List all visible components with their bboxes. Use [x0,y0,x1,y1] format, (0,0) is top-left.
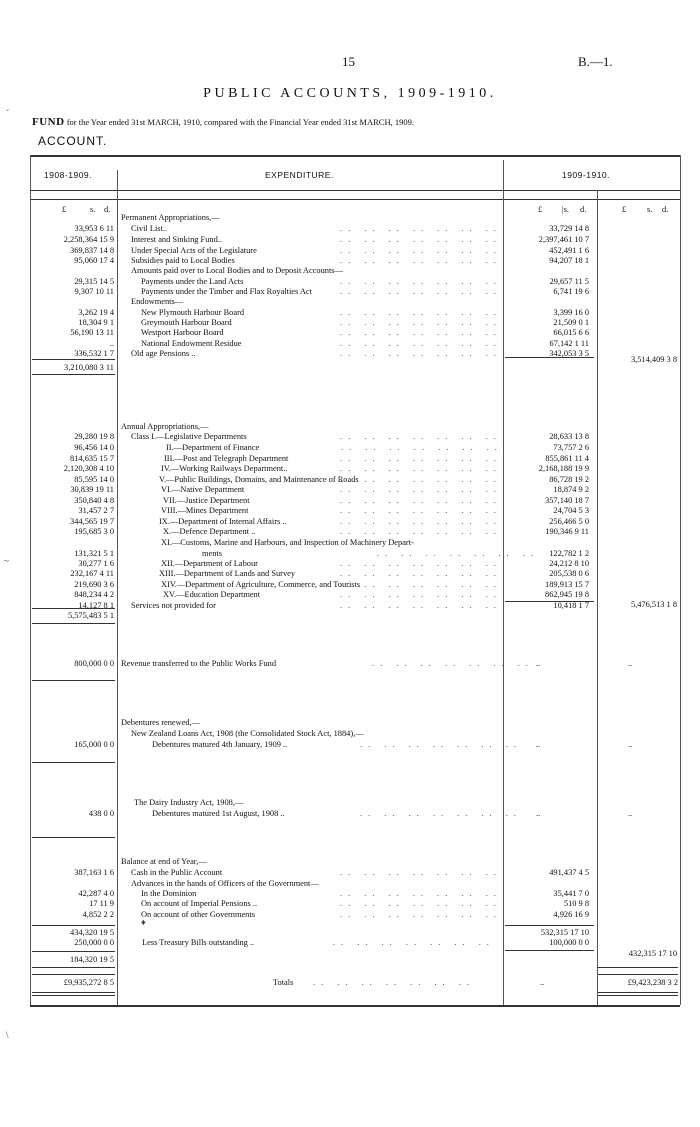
leader-dots: .. .. .. .. .. .. .. [313,978,475,987]
leader-dots: .. .. .. .. .. .. .. [340,868,502,877]
row-label: Civil List.. [131,224,168,233]
row-label: In the Dominion [141,889,197,898]
row-label: XV.—Education Department [163,590,261,599]
leader-dots: .. .. .. .. .. .. .. [360,809,522,818]
row-prev-amount: 848,234 4 2 [74,590,114,599]
leader-dots: .. .. .. .. .. .. .. [340,464,502,473]
leader-dots: .. .. .. .. .. .. .. [340,506,502,515]
annual-total-prev: 5,575,483 5 1 [67,611,114,620]
row-cur-amount: 21,509 0 1 [553,318,589,327]
row-cur-amount: 862,945 19 8 [545,590,589,599]
lsd-pence-total: d. [662,205,669,214]
row-prev-amount: 336,532 1 7 [74,349,114,358]
row-cur-amount: 24,212 8 10 [549,559,589,568]
row-label: On account of Imperial Pensions .. [141,899,258,908]
row-label: IX.—Department of Internal Affairs .. [159,517,287,526]
row-label: New Plymouth Harbour Board [141,308,245,317]
row-label: XIV.—Department of Agriculture, Commerce, and Tourists [161,580,361,589]
row-label: XI.—Customs, Marine and Harbours, and Inspection of Machinery Depart- [161,538,414,547]
leader-dots: .. .. .. .. .. .. .. [340,277,502,286]
row-prev-amount: 9,307 10 11 [74,287,114,296]
fund-word: FUND [32,116,65,128]
page-title: PUBLIC ACCOUNTS, 1909-1910. [203,86,497,101]
leader-dots: .. .. .. .. .. .. .. [377,549,539,558]
lsd-shilling-cur: |s. [562,205,570,214]
leader-dots: .. .. .. .. .. .. .. [340,580,502,589]
row-prev-amount: 14,127 8 1 [78,601,114,610]
bills-label: Less Treasury Bills outstanding .. [142,938,255,947]
row-prev-amount: 30,277 1 6 [78,559,114,568]
row-cur-amount: 855,861 11 4 [545,454,589,463]
row-label: Endowments— [131,297,184,306]
row-prev-amount: 350,840 4 8 [74,496,114,505]
revenue-total: .. [628,659,633,668]
row-cur-amount: 122,782 1 2 [549,549,589,558]
row-prev-amount: 195,685 3 0 [74,527,114,536]
row-label: Services not provided for [131,601,216,610]
row-cur-amount: 67,142 1 11 [549,339,589,348]
document-reference: B.—1. [578,54,613,69]
row-cur-amount: 2,397,461 10 7 [538,235,589,244]
revenue-cur: .. [536,659,541,668]
dairy-act: The Dairy Industry Act, 1908,— [134,798,244,807]
row-label: VIII.—Mines Department [161,506,249,515]
debentures-cur: .. [536,740,541,749]
debentures-prev: 165,000 0 0 [74,740,114,749]
leader-dots: .. .. .. .. .. .. .. [341,443,503,452]
row-cur-amount: 33,729 14 8 [549,224,589,233]
leader-dots: .. .. .. .. .. .. .. [340,454,502,463]
row-label: Permanent Appropriations,— [121,213,220,222]
row-cur-amount: 66,015 6 6 [553,328,589,337]
bills-cur: 100,000 0 0 [549,938,589,947]
row-prev-amount: 387,163 1 6 [74,868,114,877]
row-prev-amount: 33,953 6 11 [74,224,114,233]
leader-dots: .. .. .. .. .. .. .. [340,308,502,317]
row-prev-amount: .. [109,339,114,348]
row-prev-amount: 2,258,364 15 9 [63,235,114,244]
lsd-pence-prev: d. [104,205,111,214]
page-number: 15 [342,54,355,69]
margin-mark: \ [6,1030,9,1040]
row-label: ments [202,549,223,558]
leader-dots: .. .. .. .. .. .. .. [340,256,502,265]
row-cur-amount: 452,491 1 6 [549,246,589,255]
fund-description: for the Year ended 31st MARCH, 1910, compared with the Financial Year ended 31st MARCH, 1909. [66,117,414,127]
lsd-pence-cur: d. [580,205,587,214]
header-expenditure: EXPENDITURE. [265,170,334,180]
row-label: V.—Public Buildings, Domains, and Maintenance of Roads [159,475,359,484]
row-label: III.—Post and Telegraph Department [164,454,289,463]
row-prev-amount: 29,315 14 5 [74,277,114,286]
row-label: Cash in the Public Account [131,868,223,877]
row-prev-amount: 29,280 19 8 [74,432,114,441]
row-prev-amount: 3,262 19 4 [78,308,114,317]
row-cur-amount: 6,741 19 6 [553,287,589,296]
row-prev-amount: 17 11 9 [89,899,114,908]
row-prev-amount: 344,565 19 7 [70,517,114,526]
row-cur-amount: 4,926 16 9 [553,910,589,919]
lsd-pound-prev: £ [62,205,67,214]
row-label: XIII.—Department of Lands and Survey [159,569,296,578]
bills-prev: 250,000 0 0 [74,938,114,947]
leader-dots: .. .. .. .. .. .. .. [340,485,502,494]
row-prev-amount: 2,120,308 4 10 [63,464,114,473]
leader-dots: .. .. .. .. .. .. .. [340,339,502,348]
balance-net-prev: 184,320 19 5 [70,955,114,964]
lsd-pound-total: £ [622,205,627,214]
row-label: VI.—Native Department [161,485,245,494]
row-prev-amount: 232,167 4 11 [70,569,114,578]
leader-dots: .. .. .. .. .. .. .. [360,740,522,749]
row-cur-amount: 190,346 9 11 [545,527,589,536]
leader-dots: .. .. .. .. .. .. .. [340,432,502,441]
row-label: Old age Pensions .. [131,349,196,358]
row-label: Advances in the hands of Officers of the Government— [131,879,319,888]
totals-cur: .. [540,978,545,987]
balance-heading: Balance at end of Year,— [121,857,207,866]
header-current-year: 1909-1910. [562,170,611,180]
debentures-heading: Debentures renewed,— [121,718,201,727]
debentures-act: New Zealand Loans Act, 1908 (the Consolidated Stock Act, 1884),— [131,729,364,738]
leader-dots: .. .. .. .. .. .. .. [340,349,502,358]
margin-mark: ˘ [6,108,9,118]
row-prev-amount: 95,060 17 4 [74,256,114,265]
row-cur-amount: 342,053 3 5 [549,349,589,358]
row-label: Westport Harbour Board [141,328,224,337]
row-label: X.—Defence Department .. [163,527,256,536]
leader-dots: .. .. .. .. .. .. .. [340,601,502,610]
row-label: Amounts paid over to Local Bodies and to Deposit Accounts— [131,266,343,275]
row-prev-amount: 56,190 13 11 [70,328,114,337]
row-prev-amount: 131,321 5 1 [74,549,114,558]
row-cur-amount: 86,728 19 2 [549,475,589,484]
leader-dots: .. .. .. .. .. .. .. [340,910,502,919]
header-prev-year: 1908-1909. [44,170,93,180]
row-cur-amount: 29,657 11 5 [549,277,589,286]
debentures-matured: Debentures matured 4th January, 1909 .. [152,740,288,749]
dairy-prev: 438 0 0 [88,809,114,818]
row-prev-amount: 85,595 14 0 [74,475,114,484]
row-label: Interest and Sinking Fund.. [131,235,222,244]
fund-subtitle [32,116,414,128]
row-label: Class I.—Legislative Departments [131,432,247,441]
lsd-shilling-total: s. [647,205,653,214]
row-label: Annual Appropriations,— [121,422,209,431]
totals-prev: £9,935,272 8 5 [63,978,114,987]
row-label: VII.—Justice Department [163,496,250,505]
row-prev-amount: 4,852 2 2 [82,910,114,919]
annual-total-cur: 5,476,513 1 8 [630,600,677,609]
perm-total-cur: 3,514,409 3 8 [630,355,677,364]
row-cur-amount: 35,441 7 0 [553,889,589,898]
debentures-total: .. [628,740,633,749]
row-label: XII.—Department of Labour [161,559,258,568]
lsd-pound-cur: £ [538,205,543,214]
row-cur-amount: 18,874 9 2 [553,485,589,494]
row-cur-amount: 491,437 4 5 [549,868,589,877]
leader-dots: .. .. .. .. .. .. .. [340,235,502,244]
leader-dots: .. .. .. .. .. .. .. [340,517,502,526]
ink-mark: ♦ [141,917,146,927]
row-prev-amount: 31,457 2 7 [78,506,114,515]
row-cur-amount: 189,913 15 7 [545,580,589,589]
row-cur-amount: 10,418 1 7 [553,601,589,610]
dairy-matured: Debentures matured 1st August, 1908 .. [152,809,285,818]
row-label: Payments under the Timber and Flax Royalties Act [141,287,312,296]
leader-dots: .. .. .. .. .. .. .. [340,569,502,578]
row-cur-amount: 256,466 5 0 [549,517,589,526]
revenue-prev: 800,000 0 0 [74,659,114,668]
row-prev-amount: 96,456 14 0 [74,443,114,452]
row-prev-amount: 42,287 4 0 [78,889,114,898]
row-cur-amount: 28,633 13 8 [549,432,589,441]
leader-dots: .. .. .. .. .. .. .. [340,559,502,568]
leader-dots: .. .. .. .. .. .. .. [340,287,502,296]
leader-dots: .. .. .. .. .. .. .. [340,328,502,337]
row-prev-amount: 369,837 14 8 [70,246,114,255]
row-prev-amount: 30,839 19 11 [70,485,114,494]
balance-subtotal-prev: 434,320 19 5 [70,928,114,937]
totals-grand: £9,423,238 3 2 [627,978,678,987]
totals-label: Totals [273,978,294,987]
row-prev-amount: 219,690 3 6 [74,580,114,589]
leader-dots: .. .. .. .. .. .. .. [333,938,495,947]
leader-dots: .. .. .. .. .. .. .. [372,659,534,668]
row-label: IV.—Working Railways Department.. [161,464,288,473]
row-cur-amount: 357,140 18 7 [545,496,589,505]
leader-dots: .. .. .. .. .. .. .. [340,475,502,484]
dairy-total: .. [628,809,633,818]
row-cur-amount: 3,399 16 0 [553,308,589,317]
perm-total-prev: 3,210,080 3 11 [64,363,114,372]
row-label: On account of other Governments [141,910,255,919]
row-label: Payments under the Land Acts [141,277,244,286]
balance-net-total: 432,315 17 10 [628,949,677,958]
row-label: Under Special Acts of the Legislature [131,246,257,255]
row-label: Greymouth Harbour Board [141,318,232,327]
row-cur-amount: 510 9 8 [563,899,589,908]
row-cur-amount: 205,538 0 6 [549,569,589,578]
row-label: National Endowment Residue [141,339,242,348]
leader-dots: .. .. .. .. .. .. .. [340,496,502,505]
margin-mark: ~ [4,556,9,566]
row-cur-amount: 94,207 18 1 [549,256,589,265]
leader-dots: .. .. .. .. .. .. .. [340,590,502,599]
row-label: II.—Department of Finance [166,443,260,452]
dairy-cur: .. [536,809,541,818]
leader-dots: .. .. .. .. .. .. .. [340,899,502,908]
row-prev-amount: 814,635 15 7 [70,454,114,463]
leader-dots: .. .. .. .. .. .. .. [340,889,502,898]
lsd-shilling-prev: s. [90,205,96,214]
leader-dots: .. .. .. .. .. .. .. [340,318,502,327]
revenue-label: Revenue transferred to the Public Works Fund [121,659,277,668]
row-label: Subsidies paid to Local Bodies [131,256,235,265]
balance-subtotal-cur: 532,315 17 10 [540,928,589,937]
row-prev-amount: 18,304 9 1 [78,318,114,327]
leader-dots: .. .. .. .. .. .. .. [340,224,502,233]
row-cur-amount: 73,757 2 6 [553,443,589,452]
leader-dots: .. .. .. .. .. .. .. [340,246,502,255]
leader-dots: .. .. .. .. .. .. .. [340,527,502,536]
row-cur-amount: 24,704 5 3 [553,506,589,515]
account-heading: ACCOUNT. [38,134,108,148]
row-cur-amount: 2,168,188 19 9 [538,464,589,473]
